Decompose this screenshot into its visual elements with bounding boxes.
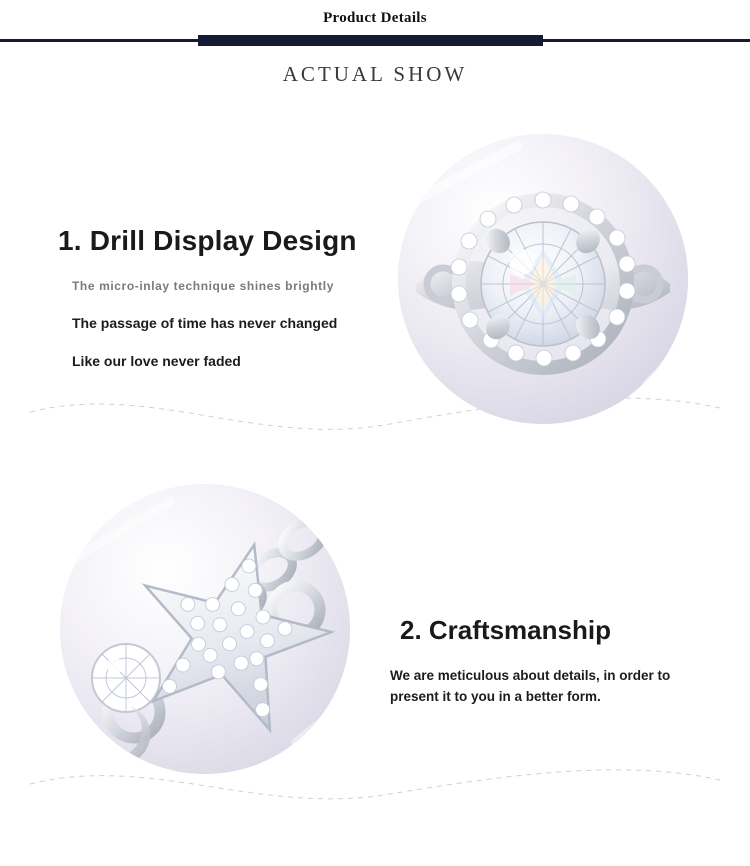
section1-line-2: The passage of time has never changed (72, 315, 338, 331)
section-craftsmanship (0, 480, 750, 780)
section1-line-3: Like our love never faded (72, 353, 241, 369)
wave-divider-bottom (0, 760, 750, 820)
section1-line-1: The micro-inlay technique shines brightly (72, 279, 334, 293)
header-rule-thick (198, 35, 543, 46)
section2-text-block (390, 615, 720, 708)
page-header (0, 0, 750, 58)
page-title: Product Details (323, 10, 427, 26)
section2-heading: 2. Craftsmanship (400, 615, 611, 645)
section1-heading: 1. Drill Display Design (58, 225, 357, 256)
section1-text-block (58, 225, 408, 369)
section2-paragraph: We are meticulous about details, in order to present it to you in a better form. (390, 668, 671, 704)
section-subtitle: ACTUAL SHOW (282, 62, 468, 86)
product-photo-ring (398, 134, 688, 424)
ring-illustration (398, 134, 688, 424)
